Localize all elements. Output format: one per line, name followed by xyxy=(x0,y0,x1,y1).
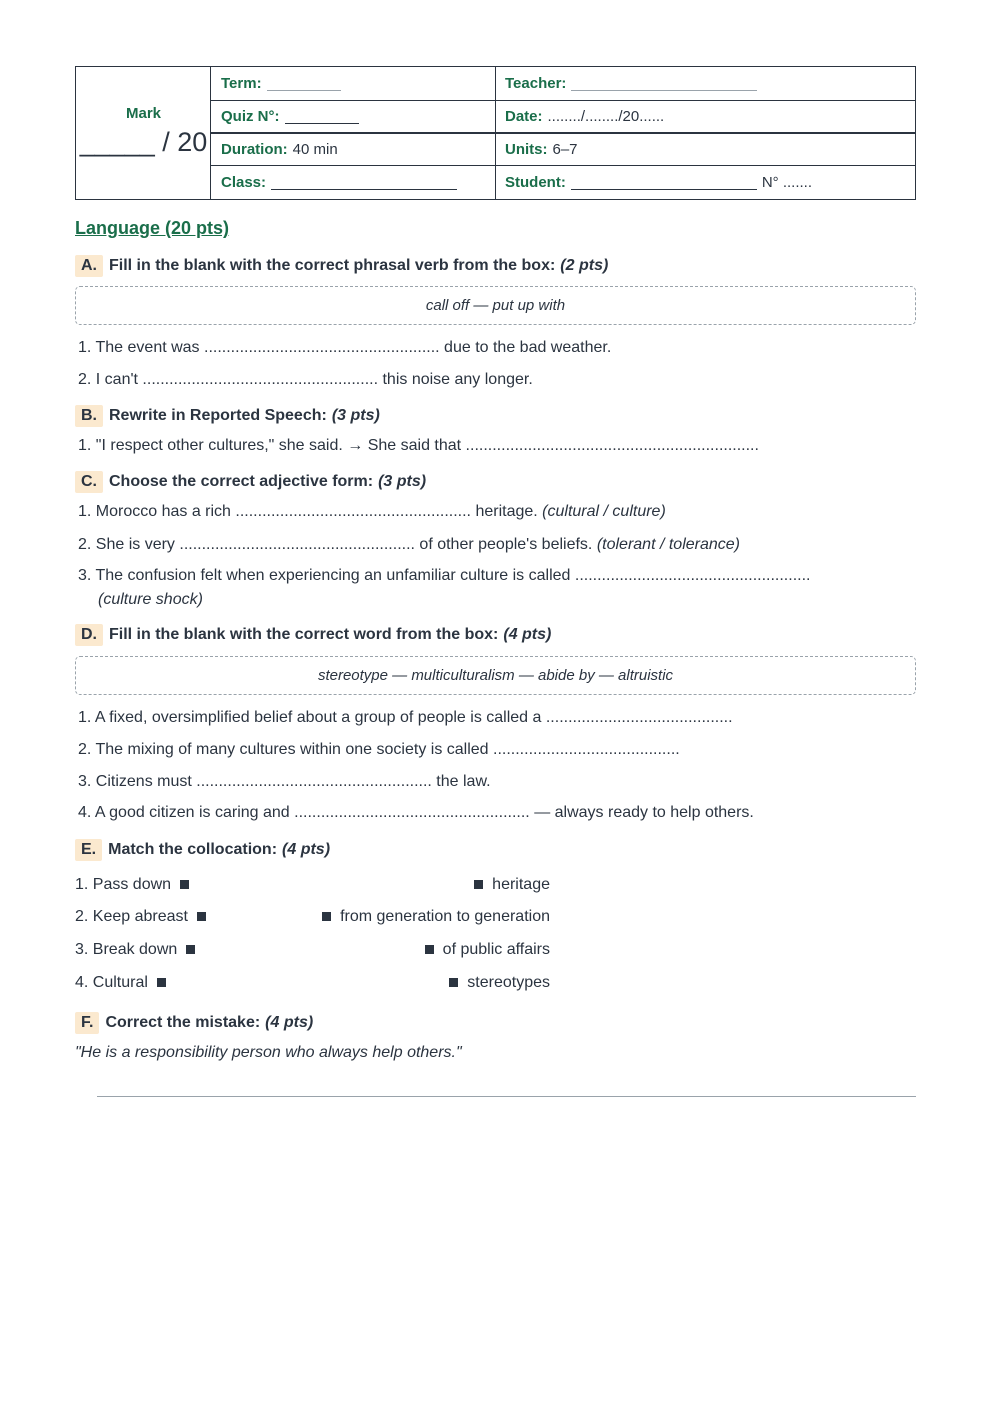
question-e-heading xyxy=(75,839,330,861)
header-table xyxy=(75,66,916,200)
teacher-label: Teacher: xyxy=(505,75,567,92)
term-field[interactable] xyxy=(267,76,341,91)
question-points: (2 pts) xyxy=(560,257,609,274)
class-field[interactable] xyxy=(271,175,457,190)
teacher-field[interactable] xyxy=(571,76,757,91)
units-label: Units: xyxy=(505,141,548,158)
mark-label: Mark xyxy=(125,105,162,122)
match-point[interactable] xyxy=(449,978,458,987)
units-cell xyxy=(495,133,915,166)
student-cell xyxy=(495,166,915,199)
match-left-item[interactable]: 4. Cultural xyxy=(75,974,166,992)
question-instruction: Fill in the blank with the correct phrasal verb from the box: xyxy=(109,257,556,274)
question-points: (3 pts) xyxy=(378,473,427,490)
question-points: (3 pts) xyxy=(331,407,380,424)
section-title: Language (20 pts) xyxy=(75,218,230,238)
item-hint: (tolerant / tolerance) xyxy=(596,536,741,553)
question-item[interactable] xyxy=(78,503,666,521)
duration-label: Duration: xyxy=(221,141,288,158)
mark-cell xyxy=(76,67,211,199)
question-letter: A. xyxy=(75,255,103,277)
question-item[interactable]: 1. A fixed, oversimplified belief about a group of people is called a .......................................... xyxy=(78,709,733,726)
question-points: (4 pts) xyxy=(265,1014,314,1031)
class-cell xyxy=(211,166,495,199)
term-label: Term: xyxy=(221,75,262,92)
student-label: Student: xyxy=(505,174,566,191)
question-a-heading xyxy=(75,255,608,277)
match-right-item[interactable]: from generation to generation xyxy=(322,908,550,926)
match-point[interactable] xyxy=(197,912,206,921)
item-text: 2. She is very ..................................................... of other people's beliefs. xyxy=(78,536,593,553)
item-hint: (culture shock) xyxy=(98,591,203,608)
question-points: (4 pts) xyxy=(282,841,331,858)
question-c-heading xyxy=(75,471,426,493)
duration-cell xyxy=(211,133,495,166)
question-item[interactable]: 3. The confusion felt when experiencing an unfamiliar culture is called ..................................................... xyxy=(78,567,811,584)
question-item[interactable]: 3. Citizens must ..................................................... the law. xyxy=(78,773,491,790)
class-label: Class: xyxy=(221,174,267,191)
question-b-heading xyxy=(75,405,380,427)
question-instruction: Rewrite in Reported Speech: xyxy=(109,407,327,424)
mark-score: _____ / 20 xyxy=(79,127,208,157)
match-point[interactable] xyxy=(425,945,434,954)
question-item[interactable] xyxy=(78,536,740,554)
quiz-label: Quiz N°: xyxy=(221,108,280,125)
date-label: Date: xyxy=(505,108,543,125)
match-point[interactable] xyxy=(157,978,166,987)
student-number[interactable]: N° ....... xyxy=(761,174,812,191)
word-box: call off — put up with xyxy=(75,286,916,325)
mistake-sentence: "He is a responsibility person who always help others." xyxy=(75,1044,462,1061)
match-left-item[interactable]: 1. Pass down xyxy=(75,876,189,894)
question-instruction: Fill in the blank with the correct word from the box: xyxy=(109,626,499,643)
word-box: stereotype — multiculturalism — abide by — altruistic xyxy=(75,656,916,695)
question-item[interactable]: 2. I can't ..................................................... this noise any longer. xyxy=(78,371,533,388)
match-right-item[interactable]: of public affairs xyxy=(425,941,550,959)
match-point[interactable] xyxy=(186,945,195,954)
match-point[interactable] xyxy=(474,880,483,889)
quiz-field[interactable] xyxy=(285,109,359,124)
date-value[interactable]: ......../......../20...... xyxy=(547,108,665,125)
match-right-item[interactable]: heritage xyxy=(474,876,550,894)
match-left-item[interactable]: 2. Keep abreast xyxy=(75,908,206,926)
duration-value: 40 min xyxy=(292,141,338,158)
question-instruction: Choose the correct adjective form: xyxy=(109,473,374,490)
footer-divider xyxy=(97,1096,916,1097)
student-field[interactable] xyxy=(571,175,757,190)
question-letter: D. xyxy=(75,624,103,646)
units-value: 6–7 xyxy=(552,141,578,158)
question-letter: F. xyxy=(75,1012,99,1034)
question-item[interactable]: 1. "I respect other cultures," she said. → She said that .................................................................. xyxy=(78,437,759,454)
match-point[interactable] xyxy=(180,880,189,889)
teacher-cell xyxy=(495,67,915,100)
item-text: 1. Morocco has a rich ..................................................... heritage. xyxy=(78,503,538,520)
match-right-item[interactable]: stereotypes xyxy=(449,974,550,992)
question-item[interactable]: 1. The event was ..................................................... due to the bad weather. xyxy=(78,339,612,356)
question-points: (4 pts) xyxy=(503,626,552,643)
match-left-item[interactable]: 3. Break down xyxy=(75,941,195,959)
question-f-heading xyxy=(75,1012,313,1034)
question-letter: E. xyxy=(75,839,102,861)
question-instruction: Correct the mistake: xyxy=(105,1014,261,1031)
question-d-heading xyxy=(75,624,551,646)
question-letter: B. xyxy=(75,405,103,427)
question-letter: C. xyxy=(75,471,103,493)
quiz-cell xyxy=(211,100,495,133)
question-instruction: Match the collocation: xyxy=(108,841,278,858)
question-item[interactable]: 4. A good citizen is caring and ..................................................... — always ready to help others. xyxy=(78,804,754,821)
question-item[interactable]: 2. The mixing of many cultures within one society is called .......................................... xyxy=(78,741,680,758)
match-point[interactable] xyxy=(322,912,331,921)
item-hint: (cultural / culture) xyxy=(542,503,666,520)
term-cell xyxy=(211,67,495,100)
date-cell xyxy=(495,100,915,133)
